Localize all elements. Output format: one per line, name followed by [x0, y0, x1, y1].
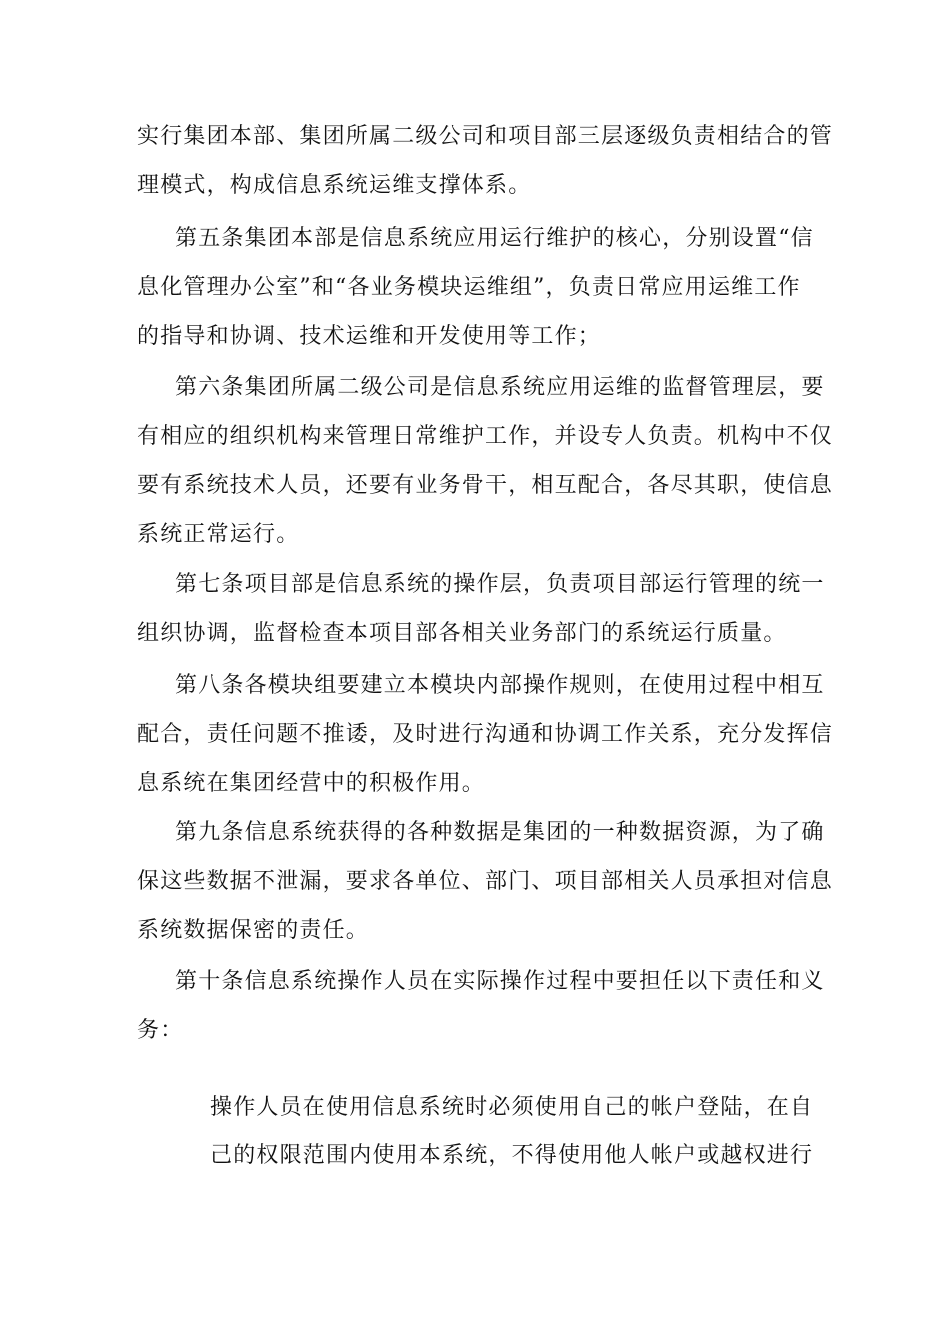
- text-line: 保这些数据不泄漏，要求各单位、部门、项目部相关人员承担对信息: [137, 869, 834, 894]
- article-5-line: 第五条集团本部是信息系统应用运行维护的核心，分别设置“信: [175, 226, 814, 251]
- list-item-line: 己的权限范围内使用本系统，不得使用他人帐户或越权进行: [210, 1143, 814, 1168]
- text-line: 要有系统技术人员，还要有业务骨干，相互配合，各尽其职，使信息: [137, 473, 834, 498]
- text-line: 务：: [137, 1018, 184, 1043]
- text-line: 系统正常运行。: [137, 522, 300, 547]
- text-line: 组织协调，监督检查本项目部各相关业务部门的系统运行质量。: [137, 621, 787, 646]
- article-6-line: 第六条集团所属二级公司是信息系统应用运维的监督管理层，要: [175, 375, 825, 400]
- text-line: 系统数据保密的责任。: [137, 918, 370, 943]
- text-line: 配合，责任问题不推诿，及时进行沟通和协调工作关系，充分发挥信: [137, 722, 834, 747]
- article-8-line: 第八条各模块组要建立本模块内部操作规则，在使用过程中相互: [175, 673, 825, 698]
- text-line: 理模式，构成信息系统运维支撑体系。: [137, 173, 532, 198]
- text-line: 息系统在集团经营中的积极作用。: [137, 771, 486, 796]
- text-line: 息化管理办公室”和“各业务模块运维组”，负责日常应用运维工作: [137, 275, 801, 300]
- article-10-line: 第十条信息系统操作人员在实际操作过程中要担任以下责任和义: [175, 969, 825, 994]
- text-line: 实行集团本部、集团所属二级公司和项目部三层逐级负责相结合的管: [137, 124, 834, 149]
- article-9-line: 第九条信息系统获得的各种数据是集团的一种数据资源，为了确: [175, 820, 825, 845]
- list-item-line: 操作人员在使用信息系统时必须使用自己的帐户登陆，在自: [210, 1095, 814, 1120]
- text-line: 的指导和协调、技术运维和开发使用等工作；: [137, 324, 602, 349]
- text-line: 有相应的组织机构来管理日常维护工作，并设专人负责。机构中不仅: [137, 424, 834, 449]
- article-7-line: 第七条项目部是信息系统的操作层，负责项目部运行管理的统一: [175, 572, 825, 597]
